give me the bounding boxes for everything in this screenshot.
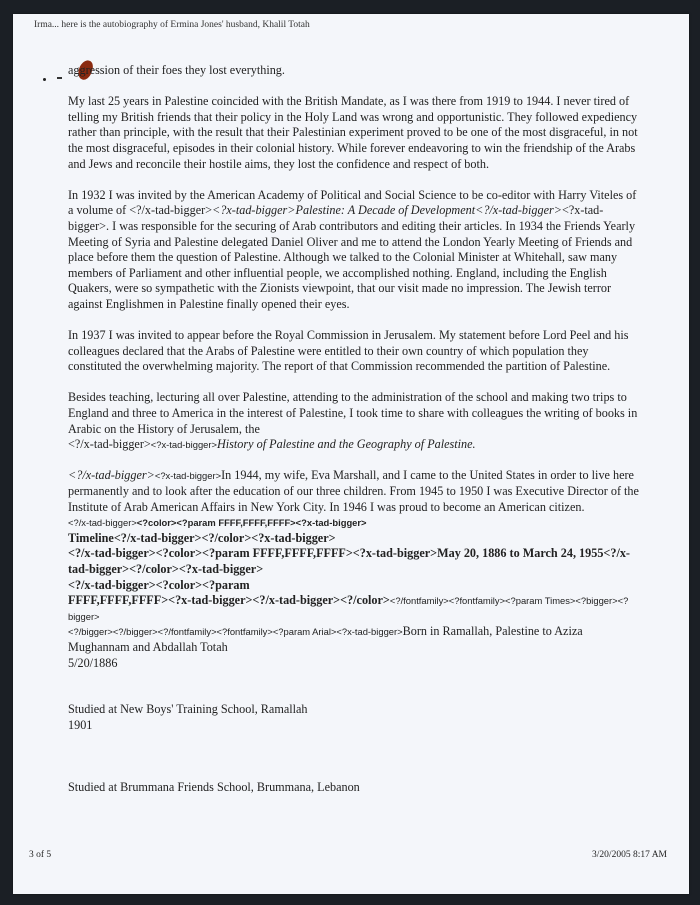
paragraph: aggression of their foes they lost everything. — [68, 63, 285, 77]
markup-line: FFFF,FFFF,FFFF><?x-tad-bigger><?/x-tad-bigger><?/color><?/fontfamily><?fontfamily><?param Times><?bigger><?bigger> — [68, 593, 629, 622]
paragraph-british-mandate: My last 25 years in Palestine coincided with the British Mandate, as I was there from 1919 to 1944. I never tired of telling my British friends that their policy in the Holy Land was wrong and opportunistic. They followed expediency rather than principle, with the result that their Palestinian experiment proved to be one of the most disgraceful, in not the most disgraceful, episodes in their colonial history. While forever endeavoring to win the friendship of the Arabs and Jews and reconcile their hostile aims, they lost the confidence and respect of both. — [68, 94, 638, 171]
markup-line: <?/x-tad-bigger><?color><?param — [68, 577, 250, 592]
paragraph-1932: In 1932 I was invited by the American Academy of Political and Social Science to be co-editor with Harry Viteles of a volume of <?/x-tad-bigger><?x-tad-bigger>Palestine: A Decade of Development<?/x-tad-bigger><?x-tad-bigger>. I was responsible for the securing of Arab contributors and editing their articles. In 1934 the Friends Yearly Meeting of Syria and Palestine delegated Daniel Oliver and me to attend the London Yearly Meeting of Friends and place before them the question of Palestine. Although we talked to the Colonial Minister at Whitehall, saw many members of Parliament and other influential people, we accomplished nothing. England, including the English Quakers, were so sympathetic with the Zionists viewpoint, that our visit made no impression. The Jewish terror against Englishmen in Palestine finally opened their eyes. — [68, 187, 637, 311]
page-count: 3 of 5 — [29, 850, 52, 860]
markup-line: Timeline<?/x-tad-bigger><?/color><?x-tad-bigger> — [68, 530, 336, 545]
paragraph-1944: <?/x-tad-bigger><?x-tad-bigger>In 1944, my wife, Eva Marshall, and I came to the United States in order to live here permanently and to look after the education of our three children. From 1945 to 1950 I was Executive Director of the Institute of Arab American Affairs in New York City. In 1946 I was proud to become an American citizen. — [68, 468, 639, 514]
document-page — [13, 14, 689, 894]
timeline-entry: Studied at New Boys' Training School, Ramallah — [68, 702, 308, 717]
ink-speck — [43, 78, 46, 81]
markup-line: <?/x-tad-bigger><?color><?param FFFF,FFFF,FFFF><?x-tad-bigger> — [68, 517, 367, 529]
paragraph-teaching: Besides teaching, lecturing all over Palestine, attending to the administration of the school and making two trips to England and three to America in the interest of Palestine, I took time to share with colleagues the writing of books in Arabic on the History of Jerusalem, the <?/x-tad-bigger><?x-tad-bigger>History of Palestine and the Geography of Palestine. — [68, 390, 638, 452]
timeline-entry: Studied at Brummana Friends School, Brummana, Lebanon — [68, 780, 360, 795]
ink-speck — [57, 77, 62, 79]
paragraph-1937: In 1937 I was invited to appear before the Royal Commission in Jerusalem. My statement before Lord Peel and his colleagues declared that the Arabs of Palestine were entitled to their own country of which population they constituted the overwhelming majority. The report of that Commission recommended the partition of Palestine. — [68, 328, 629, 374]
markup-line: <?/x-tad-bigger><?color><?param FFFF,FFFF,FFFF><?x-tad-bigger>May 20, 1886 to March 24, 1955<?/x-tad-bigger><?/color><?x-tad-bigger> — [68, 546, 630, 576]
print-header: Irma... here is the autobiography of Ermina Jones' husband, Khalil Totah — [34, 20, 310, 30]
markup-line: <?/bigger><?/bigger><?/fontfamily><?fontfamily><?param Arial><?x-tad-bigger>Born in Ramallah, Palestine to Aziza Mughannam and Abdallah Totah — [68, 624, 583, 654]
print-timestamp: 3/20/2005 8:17 AM — [592, 850, 667, 860]
birth-date: 5/20/1886 — [68, 655, 118, 670]
timeline-year: 1901 — [68, 717, 93, 732]
document-body — [68, 63, 643, 796]
